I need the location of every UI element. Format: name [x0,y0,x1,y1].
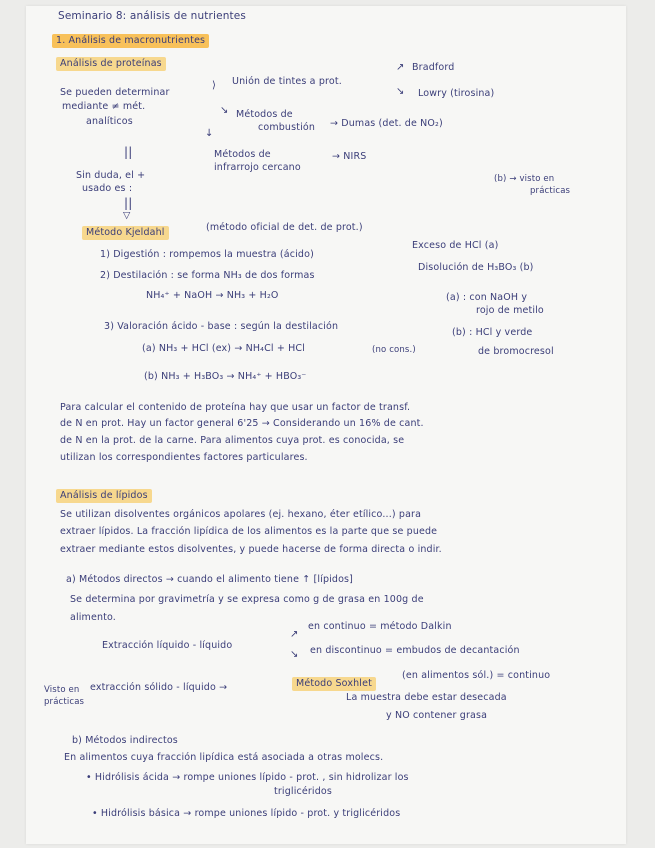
direct-methods: a) Métodos directos → cuando el alimento tiene ↑ [lípidos] [66,574,354,585]
equation-b: (b) NH₃ + H₃BO₃ → NH₄⁺ + HBO₃⁻ [144,371,307,382]
continuous-method: en continuo = método Dalkin [308,621,452,632]
equation-ammonia: NH₄⁺ + NaOH → NH₃ + H₂O [146,290,279,301]
titration-a-1: (a) : con NaOH y [446,292,528,303]
direct-desc-2: alimento. [70,612,116,623]
paragraph-2-line-3: extraer mediante estos disolventes, y puede hacerse de forma directa o indir. [60,544,442,555]
step-distillation: 2) Destilación : se forma NH₃ de dos formas [100,270,315,281]
visto-en-note-1: Visto en [44,685,80,695]
intro-line-3: analíticos [86,116,133,127]
step-digestion: 1) Digestión : rompemos la muestra (ácido) [100,249,314,260]
soxhlet-right: (en alimentos sól.) = continuo [402,670,551,681]
paragraph-2-line-1: Se utilizan disolventes orgánicos apolares (ej. hexano, éter etílico...) para [60,509,422,520]
sin-duda-1: Sin duda, el + [76,170,146,181]
indirect-desc: En alimentos cuya fracción lipídica está asociada a otras molecs. [64,752,384,763]
kjeldahl-label: Método Kjeldahl [82,226,169,240]
soxhlet-note-2: y NO contener grasa [386,710,488,721]
step-digestion-right: Exceso de HCl (a) [412,240,499,251]
titration-b-1: (b) : HCl y verde [452,327,533,338]
section-macronutrients: 1. Análisis de macronutrientes [52,34,209,48]
acid-hydrolysis-2: triglicéridos [274,786,332,797]
visto-en-note-2: prácticas [44,697,85,707]
titration-b-2: de bromocresol [478,346,554,357]
down-triangle-icon: ▽ [123,210,131,221]
titration-a-2: rojo de metilo [476,305,544,316]
equation-a-note: (no cons.) [372,345,416,355]
equation-a: (a) NH₃ + HCl (ex) → NH₄Cl + HCl [142,343,306,354]
branch-dye-binding: Unión de tintes a prot. [232,76,342,87]
page-title: Seminario 8: análisis de nutrientes [58,10,247,22]
paragraph-1-line-3: de N en la prot. de la carne. Para alimentos cuya prot. es conocida, se [60,435,405,446]
branch-combustion-1: Métodos de [236,109,293,120]
paragraph-2-line-2: extraer lípidos. La fracción lipídica de los alimentos es la parte que se puede [60,526,438,537]
nirs-method: → NIRS [332,151,367,162]
indirect-methods: b) Métodos indirectos [72,735,178,746]
extraction-solid-liquid: extracción sólido - líquido → [90,682,228,693]
branch-nir-1: Métodos de [214,149,271,160]
dumas-method: → Dumas (det. de NO₂) [330,118,443,129]
direct-desc-1: Se determina por gravimetría y se expresa como g de grasa en 100g de [70,594,424,605]
step-titration: 3) Valoración ácido - base : según la destilación [104,321,339,332]
bradford-method: Bradford [412,62,455,73]
kjeldahl-desc: (método oficial de det. de prot.) [206,222,363,233]
lipid-analysis-header: Análisis de lípidos [56,489,152,503]
step-distillation-right: Disolución de H₃BO₃ (b) [418,262,534,273]
lowry-method: Lowry (tirosina) [418,88,495,99]
acid-hydrolysis-1: • Hidrólisis ácida → rompe uniones lípido - prot. , sin hidrolizar los [86,772,409,783]
equals-1: || [124,145,133,159]
sin-duda-2: usado es : [82,183,133,194]
intro-line-2: mediante ≠ mét. [62,101,146,112]
paragraph-1-line-1: Para calcular el contenido de proteína hay que usar un factor de transf. [60,402,411,413]
equals-2: || [124,196,133,210]
protein-analysis-header: Análisis de proteínas [56,57,166,71]
branch-combustion-2: combustión [258,122,315,133]
paragraph-1-line-4: utilizan los correspondientes factores particulares. [60,452,308,463]
soxhlet-method: Método Soxhlet [292,677,376,691]
soxhlet-note-1: La muestra debe estar desecada [346,692,507,703]
discontinuous-method: en discontinuo = embudos de decantación [310,645,520,656]
visto-practicas-note-1: (b) → visto en [494,174,555,184]
intro-line-1: Se pueden determinar [60,87,170,98]
paragraph-1-line-2: de N en prot. Hay un factor general 6'25 → Considerando un 16% de cant. [60,418,424,429]
basic-hydrolysis: • Hidrólisis básica → rompe uniones lípido - prot. y triglicéridos [92,808,401,819]
visto-practicas-note-2: prácticas [530,186,571,196]
branch-nir-2: infrarrojo cercano [214,162,301,173]
extraction-liquid-liquid: Extracción líquido - líquido [102,640,233,651]
